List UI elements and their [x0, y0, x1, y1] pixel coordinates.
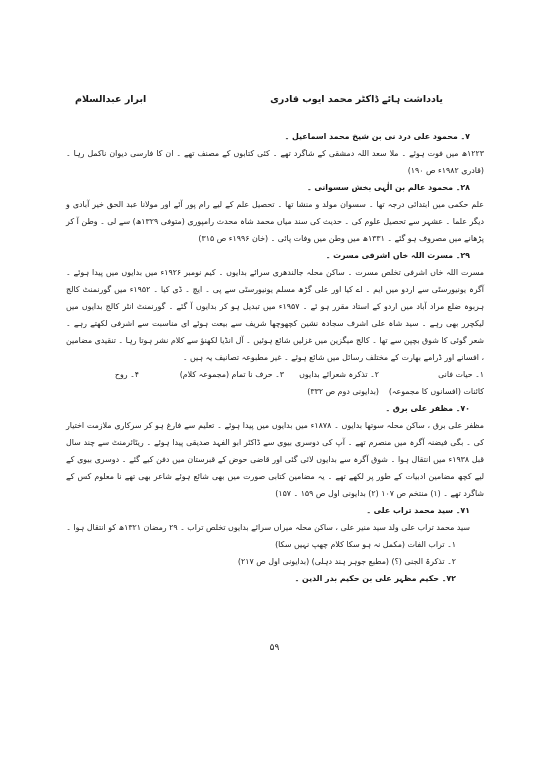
work-item: ۲۔ تذکرہ شعرائے بدایوں: [299, 370, 379, 379]
paragraph: علم حکمی میں ابتدائی درجہ تھا ۔ سسوان مولد و منشا تھا ۔ تحصیل علم کے لیے رام پور آئے اور مولانا عبد الحق خیر آبادی و دیگر علما ۔ عشہر سے تحصیل علوم کی ۔ حدیث کی سند میاں محمد شاہ محدث رامپوری (متوفی ۱۳۲۹ھ) سے لی ۔ وطن آ کر پڑھانے میں مصروف ہو گئے ۔ ۱۳۳۱ھ میں وطن میں وفات پائی ۔ (خان ۱۹۹۶ء ص ۳۱۵): [66, 200, 484, 243]
entry-heading-72: ۷۲۔ حکیم مظہر علی بن حکیم بدر الدین ۔: [294, 574, 456, 583]
paragraph: ۱۲۲۳ھ میں فوت ہوئے ۔ ملا سعد اللہ دمشقی کے شاگرد تھے ۔ کئی کتابوں کے مصنف تھے ۔ ان کا فارسی دیوان ناکمل رہا ۔ (قادری ۱۹۸۲ء ص ۱۹۰): [66, 149, 484, 175]
work-item: ۳۔ حرف نا تمام (مجموعہ کلام): [179, 370, 284, 379]
entry-heading-68: ۲۸۔ محمود عالم بن الٰہی بخش سسوانی ۔: [306, 183, 470, 192]
paragraph: مسرت اللہ خاں اشرفی تخلص مسرت ۔ ساکن محلہ جالندھری سرائے بدایوں ۔ کیم نومبر ۱۹۲۶ء میں بدایوں میں پیدا ہوئے ۔ آگرہ یونیورسٹی سے اردو میں ایم ۔ اے کیا اور علی گڑھ مسلم یونیورسٹی سے پی ۔ ایچ ۔ ڈی کیا ۔ ۱۹۵۲ء میں گورنمنٹ کالج ہربوہ ضلع مراد آباد میں اردو کے استاد مقرر ہو ئے ۔ ۱۹۵۷ء میں تبدیل ہو کر بدایوں آ گئے ۔ گورنمنٹ انٹر کالج بدایوں میں لیکچرر بھی رہے ۔ سید شاہ علی اشرف سجادہ نشین کچھوچھا شریف سے بیعت ہوئے ای مناسبت سے اشرفی لکھتے رہے ۔ شعر گوئی کا شوق بچپن سے تھا ۔ کالج میگزین میں غزلیں شائع ہوئیں ۔ آل انڈیا لکھنؤ سے کلام نشر ہوتا رہا ۔ تنقیدی مضامین ، افسانے اور ڈرامے بھارت کے مختلف رسائل میں شائع ہوئے ۔ غیر مطبوعہ تصانیف یہ ہیں ۔: [66, 268, 484, 362]
list-item: ۱۔ تراب الفات (مکمل نہ ہو سکا کلام چھپ نہیں سکا): [275, 540, 456, 549]
entry-heading-69: ۲۹۔ مسرت اللہ خاں اشرفی مسرت ۔: [325, 251, 470, 260]
paragraph: سید محمد تراب علی ولد سید منیر علی ، ساکن محلہ میراں سرائے بدایوں تخلص تراب ۔ ۲۹ رمضان ۱۳۲۱ھ کو انتقال ہوا ۔: [66, 523, 470, 532]
list-item: ۲۔ تذکرۃ الجنی (؟) (مطبع جوہر ہند دہلی) (بدایونی اول ص ۲۱۷): [237, 557, 456, 566]
running-header-author: ابرار عبدالسلام: [75, 94, 147, 105]
work-item: ۱۔ حیات فانی: [438, 370, 484, 379]
work-item: ۴۔ روح: [114, 370, 139, 379]
entry-heading-71: ۷۱۔ سید محمد تراب علی ۔: [366, 506, 470, 515]
body-text: [66, 128, 484, 587]
work-item: کائنات (افسانوں کا مجموعہ): [388, 387, 484, 396]
entry-heading-70: ۷۰۔ مظفر علی برق ۔: [385, 404, 470, 413]
running-header-title: یادداشت ہائے ڈاکٹر محمد ایوب قادری: [270, 94, 443, 105]
page-number: ۵۹: [269, 643, 280, 653]
works-list: [66, 366, 484, 400]
paragraph: مظفر علی برق ، ساکن محلہ سوتھا بدایوں ۔ ۱۸۷۸ء میں بدایوں میں پیدا ہوئے ۔ تعلیم سے فارغ ہو کر سرکاری ملازمت اختیار کی ۔ بگی فیضنہ آگرہ میں منصرم تھے ۔ آپ کی دوسری بیوی سے ڈاکٹر ابو الفہد صدیقی پیدا ہوئے ۔ ریٹائرمنٹ سے چند سال قبل ۱۹۳۸ء میں انتقال ہوا ۔ شوق آگرہ سے بدایوں لائی گئی اور قاضی حوض کے قبرستان میں دفن کیے گئے ۔ دوسری بیوی کے لیے کچھ مضامین ادبیات کے طور پر لکھے تھے ۔ یہ مضامین کتابی صورت میں بھی شائع ہوئے شاعر بھی تھے نا معلوم کس کے شاگرد تھے ۔ (۱) منتخم ص ۱۰۷ (۲) بدایونی اول ص ۱۵۹ ۔ ۱۵۷): [66, 421, 485, 498]
citation: (بدایونی دوم ص ۳۳۲): [307, 387, 379, 396]
entry-heading-67: ۷۔ محمود علی درد نی بن شیخ محمد اسماعیل ۔: [284, 132, 470, 141]
